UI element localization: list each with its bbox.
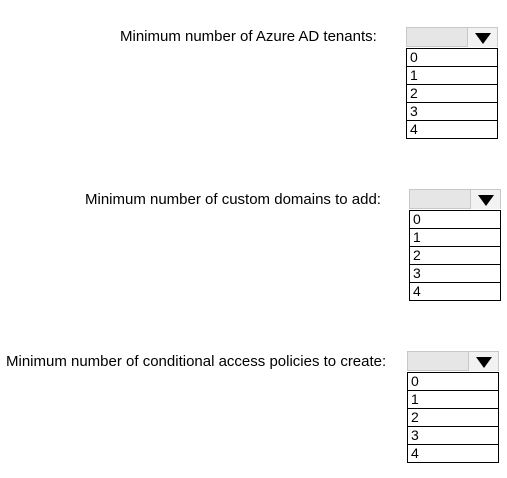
custom-domains-option[interactable]: 0 (410, 211, 500, 229)
chevron-down-icon[interactable] (467, 28, 497, 47)
tenants-options-list (406, 48, 498, 139)
tenants-dropdown[interactable] (406, 27, 498, 139)
tenants-option[interactable]: 2 (407, 85, 497, 103)
question-label-conditional-access: Minimum number of conditional access policies to create: (6, 353, 387, 370)
custom-domains-options-list (409, 210, 501, 301)
custom-domains-option[interactable]: 3 (410, 265, 500, 283)
conditional-access-option[interactable]: 4 (411, 445, 419, 461)
conditional-access-option[interactable]: 1 (408, 391, 498, 409)
custom-domains-option[interactable]: 1 (410, 229, 500, 247)
conditional-access-dropdown-selected[interactable] (407, 351, 499, 371)
question-label-custom-domains: Minimum number of custom domains to add: (85, 191, 381, 208)
conditional-access-option[interactable]: 3 (408, 427, 498, 445)
conditional-access-options-list (407, 372, 499, 463)
tenants-option[interactable]: 4 (410, 121, 418, 137)
tenants-option[interactable]: 3 (407, 103, 497, 121)
question-label-tenants: Minimum number of Azure AD tenants: (120, 28, 377, 45)
custom-domains-dropdown[interactable] (409, 189, 501, 301)
chevron-down-icon[interactable] (468, 352, 498, 371)
custom-domains-option[interactable]: 4 (413, 283, 421, 299)
tenants-option[interactable]: 1 (407, 67, 497, 85)
conditional-access-option[interactable]: 0 (408, 373, 498, 391)
conditional-access-dropdown[interactable] (407, 351, 499, 463)
conditional-access-option[interactable]: 2 (408, 409, 498, 427)
custom-domains-dropdown-selected[interactable] (409, 189, 501, 209)
tenants-dropdown-selected[interactable] (406, 27, 498, 47)
custom-domains-option[interactable]: 2 (410, 247, 500, 265)
tenants-option[interactable]: 0 (407, 49, 497, 67)
chevron-down-icon[interactable] (470, 190, 500, 209)
